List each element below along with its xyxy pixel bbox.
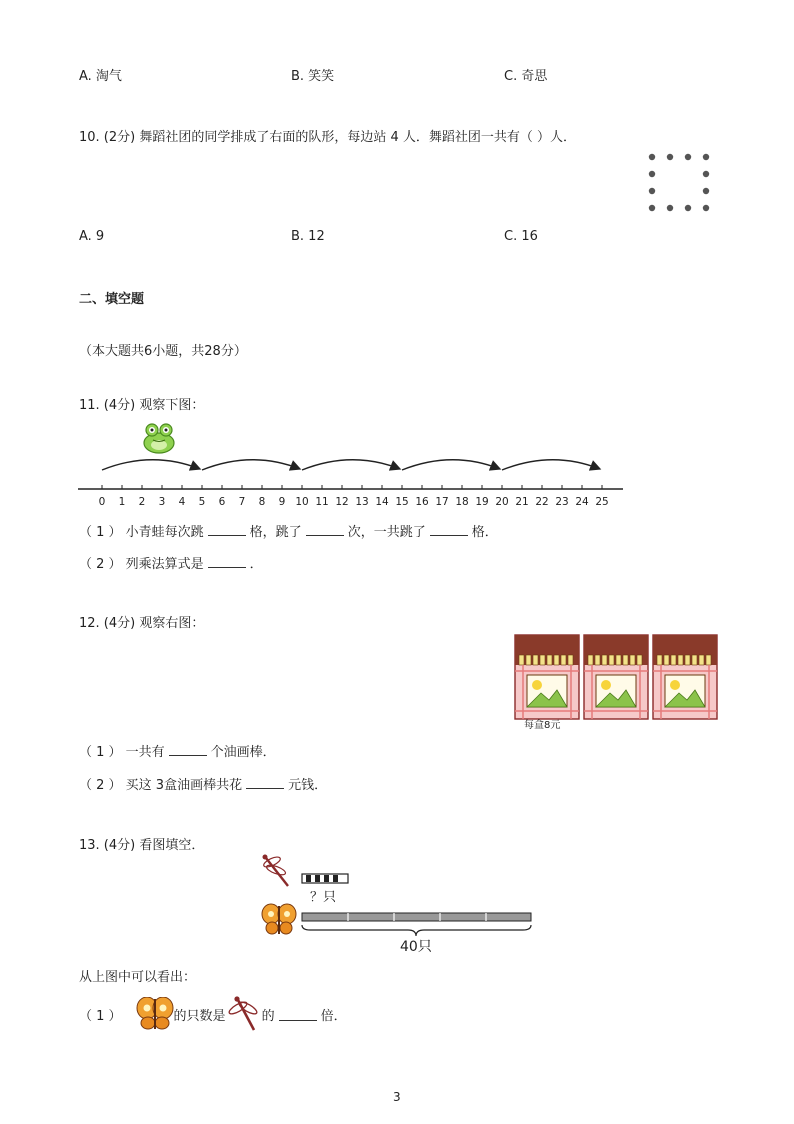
- number-line-label: 7: [238, 496, 246, 508]
- number-line-label: 8: [258, 496, 266, 508]
- jump-arc: [402, 460, 500, 470]
- number-line-label: 16: [415, 496, 429, 508]
- page-number: 3: [393, 1090, 401, 1104]
- number-line-label: 10: [295, 496, 309, 508]
- dragonfly-icon: [226, 994, 262, 1034]
- q13-sub1: [79, 994, 347, 1034]
- number-line-label: 18: [455, 496, 469, 508]
- q9-option-b: B. 笑笑: [291, 69, 335, 84]
- q12-sub1-text-b: 个油画棒．: [210, 745, 276, 760]
- number-line-label: 9: [278, 496, 286, 508]
- q13-sub1-text-c: 的: [261, 1008, 275, 1024]
- answer-blank[interactable]: [430, 523, 468, 536]
- number-line-label: 0: [98, 496, 106, 508]
- q13-observe: 从上图中可以看出：: [79, 970, 197, 985]
- q13-sub1-text-b: 的只数是: [173, 1008, 226, 1024]
- butterfly-icon: [262, 904, 296, 934]
- dragonfly-icon: [262, 855, 288, 887]
- q11-sub1-text-a: （ 1 ） 小青蛙每次跳: [79, 525, 204, 540]
- q11-sub1-text-d: 格．: [471, 525, 498, 540]
- number-line-label: 15: [395, 496, 409, 508]
- q10-option-a: A. 9: [79, 229, 105, 244]
- q12-sub1: [79, 741, 276, 760]
- number-line-label: 23: [555, 496, 569, 508]
- number-line: [78, 450, 628, 512]
- question-count-label: ？只: [310, 890, 337, 905]
- q10-option-c: C. 16: [504, 229, 538, 244]
- number-line-label: 24: [575, 496, 589, 508]
- q10-option-b: B. 12: [291, 229, 325, 244]
- jump-arc: [202, 460, 300, 470]
- q11-sub1-text-b: 格，跳了: [249, 525, 302, 540]
- number-line-label: 2: [138, 496, 146, 508]
- number-line-label: 21: [515, 496, 529, 508]
- q12-sub2: [79, 774, 327, 793]
- jump-arc: [502, 460, 600, 470]
- q11-question: 11. (4分) 观察下图：: [79, 398, 205, 413]
- box-price-caption: 每盒8元: [524, 720, 561, 731]
- total-count-label: 40只: [400, 939, 432, 955]
- q10-question: 10. (2分) 舞蹈社团的同学排成了右面的队形，每边站 4 人．舞蹈社团一共有（ ）人．: [79, 130, 577, 145]
- number-line-label: 14: [375, 496, 389, 508]
- q12-sub2-text-a: （ 2 ） 买这 3盒油画棒共花: [79, 778, 243, 793]
- q9-option-a: A. 淘气: [79, 69, 122, 84]
- q12-sub2-text-b: 元钱．: [288, 778, 328, 793]
- number-line-label: 3: [158, 496, 166, 508]
- answer-blank[interactable]: [208, 523, 246, 536]
- q9-option-c: C. 奇思: [504, 69, 548, 84]
- number-line-label: 17: [435, 496, 449, 508]
- q11-sub2-text-a: （ 2 ） 列乘法算式是: [79, 557, 204, 572]
- q13-question: 13. (4分) 看图填空．: [79, 838, 205, 853]
- q11-sub2: [79, 553, 263, 572]
- number-line-label: 12: [335, 496, 349, 508]
- jump-arc: [302, 460, 400, 470]
- q13-sub1-text-a: （ 1 ）: [79, 1008, 122, 1024]
- number-line-label: 6: [218, 496, 226, 508]
- number-line-label: 4: [178, 496, 186, 508]
- q11-sub1-text-c: 次，一共跳了: [347, 525, 426, 540]
- answer-blank[interactable]: [208, 555, 246, 568]
- q11-sub1: [79, 521, 498, 540]
- q11-sub2-text-b: ．: [249, 557, 263, 572]
- dot-square-figure: [643, 148, 715, 218]
- number-line-label: 25: [595, 496, 609, 508]
- number-line-label: 11: [315, 496, 329, 508]
- number-line-label: 1: [118, 496, 126, 508]
- crayon-boxes: [512, 633, 722, 733]
- number-line-label: 13: [355, 496, 369, 508]
- answer-blank[interactable]: [169, 743, 207, 756]
- butterfly-icon: [136, 997, 174, 1031]
- answer-blank[interactable]: [246, 776, 284, 789]
- q13-sub1-text-d: 倍．: [320, 1008, 347, 1024]
- number-line-label: 19: [475, 496, 489, 508]
- number-line-label: 22: [535, 496, 549, 508]
- jump-arc: [102, 460, 200, 470]
- number-line-label: 5: [198, 496, 206, 508]
- section-note: （本大题共6小题，共28分）: [79, 344, 247, 359]
- answer-blank[interactable]: [279, 1008, 317, 1021]
- q12-sub1-text-a: （ 1 ） 一共有: [79, 745, 165, 760]
- answer-blank[interactable]: [306, 523, 344, 536]
- section-title: 二、填空题: [79, 292, 145, 307]
- comparison-diagram: [258, 852, 548, 956]
- number-line-label: 20: [495, 496, 509, 508]
- q12-question: 12. (4分) 观察右图：: [79, 616, 205, 631]
